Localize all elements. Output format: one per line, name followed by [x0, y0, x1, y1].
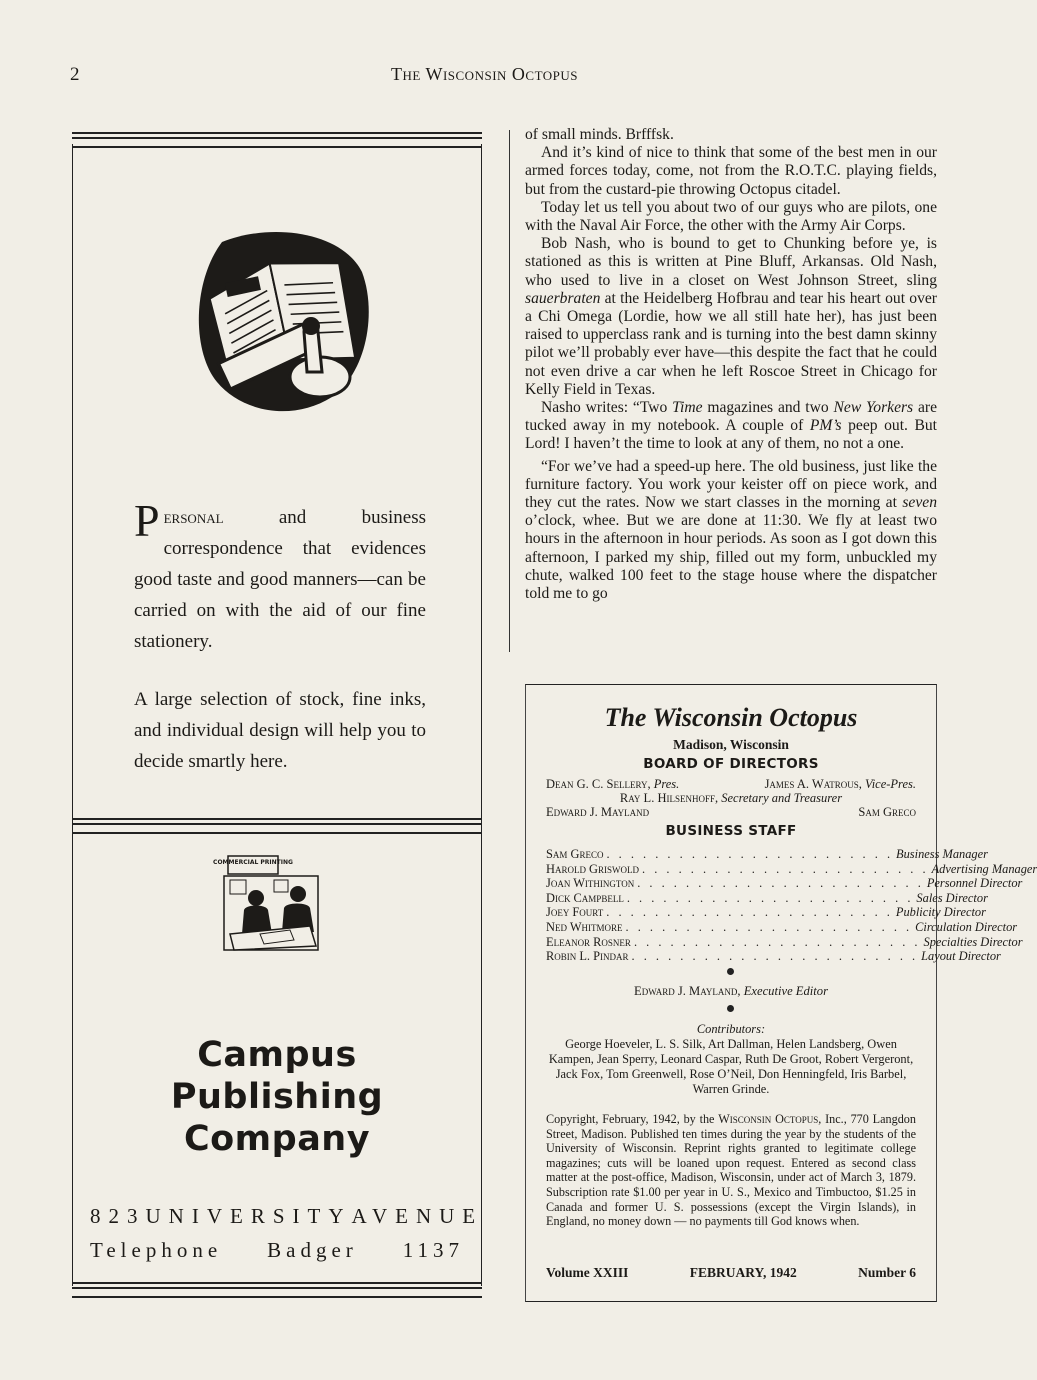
article-p4-italic: sauerbraten [525, 289, 601, 307]
staff-name: Eleanor Rosner [546, 934, 631, 949]
article-p5-italic-3: PM’s [809, 417, 842, 435]
article-paragraph-1: of small minds. Brfffsk. [525, 126, 674, 143]
company-line-1: Campus [197, 1035, 357, 1075]
issue-date: FEBRUARY, 1942 [689, 1265, 797, 1280]
director-2-name: James A. Watrous, [764, 777, 862, 791]
article-paragraph-2: And it’s kind of nice to think that some of the best men in our armed forces today, come, not from the R.O.T.C. playing fields, but from the custard-pie throwing Octopus citadel. [525, 144, 937, 198]
address-street: UNIVERSITY [145, 1204, 352, 1228]
director-5-name: Sam Greco [858, 805, 916, 819]
leader-dots: . . . . . . . . . . . . . . . . . . . . . . . . [606, 847, 894, 861]
business-staff-list [546, 847, 1037, 964]
article-p6-text-b: o’clock, whee. But we are done at 11:30. We fly at least two hours in the afternoon in hour periods. As soon as I got down this afternoon, I parked my ship, filled out my form, unbuckled my chute, walked 100 feet to the stage house where the dispatcher told me to go [525, 512, 937, 603]
staff-role: Advertising Manager [931, 861, 1037, 876]
staff-row [546, 890, 988, 906]
executive-editor [526, 984, 936, 999]
column-rule [509, 130, 510, 652]
article-p5-text-a: Nasho writes: “Two [541, 399, 673, 417]
leader-dots: . . . . . . . . . . . . . . . . . . . . . . . . [625, 919, 913, 934]
staff-row [546, 847, 988, 862]
staff-name: Ned Whitmore [546, 919, 623, 934]
article-paragraph-6 [525, 458, 937, 604]
staff-row [546, 949, 1001, 964]
contributors-list: George Hoeveler, L. S. Silk, Art Dallman, Helen Landsberg, Owen Kampen, Jean Sperry, Leonard Caspar, Ruth De Groot, Robert Vergeront, Jack Fox, Tom Greenwell, Rose O’Neil, Don Henningfeld, Iris Barbel, Warren Grinde. [548, 1037, 914, 1096]
address-number: 823 [90, 1204, 146, 1228]
issue-volume: Volume XXIII [546, 1265, 629, 1280]
director-3-name: Ray L. Hilsenhoff, [619, 791, 719, 805]
leader-dots: . . . . . . . . . . . . . . . . . . . . . . . . [606, 905, 893, 920]
phone-exchange: Badger [267, 1238, 358, 1262]
copyright-text-a: Copyright, February, 1942, by the [546, 1112, 719, 1126]
company-line-2: Publishing [170, 1077, 384, 1117]
company-phone [90, 1238, 464, 1263]
bullet-icon [727, 1005, 734, 1012]
article-p5-text-b: magazines and two [702, 399, 834, 417]
article-p5-text-d: peep out. But Lord! I haven’t the time to look at any of them, no not a one. [525, 417, 937, 453]
running-head: The Wisconsin Octopus [390, 64, 579, 84]
editor-name: Edward J. Mayland, [634, 984, 741, 998]
article-text [525, 126, 937, 603]
staff-name: Robin L. Pindar [546, 949, 629, 964]
director-1-role: Pres. [653, 777, 680, 791]
staff-name: Harold Griswold [546, 861, 639, 876]
page-number: 2 [70, 64, 80, 85]
staff-row [546, 919, 1018, 935]
campus-publishing-ad [72, 132, 482, 1298]
staff-name: Joan Withington [546, 876, 635, 891]
masthead-place: Madison, Wisconsin [673, 737, 789, 752]
company-name [72, 1034, 482, 1160]
board-heading: BOARD OF DIRECTORS [643, 756, 819, 772]
leader-dots: . . . . . . . . . . . . . . . . . . . . . . . . [631, 949, 919, 964]
bullet-icon [727, 968, 734, 975]
ad-paragraph-2: A large selection of stock, fine inks, and individual design will help you to decide smartly here. [134, 689, 426, 772]
director-3-role: Secretary and Treasurer [721, 791, 843, 805]
ad-lead-word: ersonal [163, 507, 224, 528]
director-1-name: Dean G. C. Sellery, [546, 777, 651, 791]
ad-top-rule [72, 132, 482, 148]
director-2-role: Vice-Pres. [864, 777, 916, 791]
article-p4-text-b: at the Heidelberg Hofbrau and tear his heart out over a Chi Omega (Lordie, how we all still hate her), has just been raised to upperclass rank and is turning into the best damn skinny pilot we’ll probably ever have—this despite the fact that he could not even drive a car when he left Roscoe Street in Chicago for Kelly Field in Texas. [525, 289, 937, 398]
director-4-name: Edward J. Mayland [546, 805, 650, 819]
staff-row [546, 905, 986, 920]
staff-name: Joey Fourt [546, 905, 604, 920]
address-avenue: AVENUE [351, 1204, 484, 1228]
masthead-box [525, 684, 1037, 1302]
phone-label: Telephone [90, 1238, 223, 1262]
ad-bottom-rule [72, 1282, 482, 1298]
copyright-notice [546, 1112, 916, 1229]
staff-role: Sales Director [916, 890, 988, 905]
leader-dots: . . . . . . . . . . . . . . . . . . . . . . . . [633, 934, 921, 949]
masthead-title: The Wisconsin Octopus [604, 703, 858, 732]
staff-role: Circulation Director [915, 919, 1018, 934]
company-line-3: Company [183, 1119, 371, 1159]
ad-paragraph-1-text: and business correspondence that evidences good taste and good manners—can be carried on with the aid of our fine stationery. [134, 507, 426, 652]
article-p5-italic-1: Time [672, 399, 703, 417]
copyright-publisher: Wisconsin Octopus [718, 1112, 819, 1126]
printing-sign-text: COMMERCIAL PRINTING [213, 859, 293, 866]
company-address [90, 1204, 484, 1229]
article-p5-text-c: are tucked away in my notebook. A couple of [525, 399, 937, 435]
staff-row [546, 876, 1023, 891]
phone-number: 1137 [402, 1238, 464, 1262]
staff-name: Sam Greco [546, 847, 604, 861]
issue-line [546, 1265, 916, 1281]
open-book-and-stamp-icon [192, 222, 372, 422]
staff-role: Business Manager [896, 847, 988, 861]
article-p6-text-a: “For we’ve had a speed-up here. The old business, just like the furniture factory. You work your keister off on piece work, and they cut the rates. Now we start classes in the morning at [525, 457, 937, 512]
staff-role: Publicity Director [895, 905, 986, 920]
staff-role: Layout Director [921, 949, 1001, 964]
article-paragraph-3: Today let us tell you about two of our guys who are pilots, one with the Naval Air Force, the other with the Army Air Corps. [525, 198, 937, 235]
ad-paragraph-1 [134, 495, 426, 657]
editor-role: Executive Editor [743, 984, 828, 998]
article-paragraph-5 [525, 399, 937, 454]
issue-number: Number 6 [858, 1265, 916, 1280]
leader-dots: . . . . . . . . . . . . . . . . . . . . . . . . [626, 890, 914, 905]
staff-row [546, 934, 1023, 950]
commercial-printing-illustration [213, 854, 322, 954]
leader-dots: . . . . . . . . . . . . . . . . . . . . . . . . [637, 876, 924, 891]
leader-dots: . . . . . . . . . . . . . . . . . . . . . . . . [642, 861, 929, 876]
drop-cap: P [134, 495, 160, 546]
staff-role: Personnel Director [926, 876, 1023, 891]
staff-name: Dick Campbell [546, 890, 624, 905]
copyright-text-b: , Inc., 770 Langdon Street, Madison. Published ten times during the year by the students of the University of Wisconsin. Reprint rights granted to legitimate college magazines; cuts will be loaned upon request. Entered as second class matter at the post-office, Madison, Wisconsin, under act of March 3, 1879. Subscription rate $1.00 per year in U. S., Mexico and Timbuctoo, $1.25 in Canada and former U. S. possessions (except the Virgin Islands), in England, no money down — no payments till God knows when. [546, 1112, 916, 1229]
contributors-heading: Contributors: [696, 1022, 766, 1036]
article-paragraph-4 [525, 235, 937, 399]
article-p5-italic-2: New Yorkers [833, 399, 914, 417]
staff-row [546, 861, 1037, 877]
ad-middle-rule [72, 818, 482, 834]
business-staff-heading: BUSINESS STAFF [665, 823, 797, 839]
article-p6-italic: seven [902, 494, 937, 512]
staff-role: Specialties Director [923, 934, 1023, 949]
article-p4-text-a: Bob Nash, who is bound to get to Chunking before ye, is stationed as this is written at Pine Bluff, Arkansas. Old Nash, who used to live in a closet on West Johnson Street, sling [525, 235, 937, 289]
